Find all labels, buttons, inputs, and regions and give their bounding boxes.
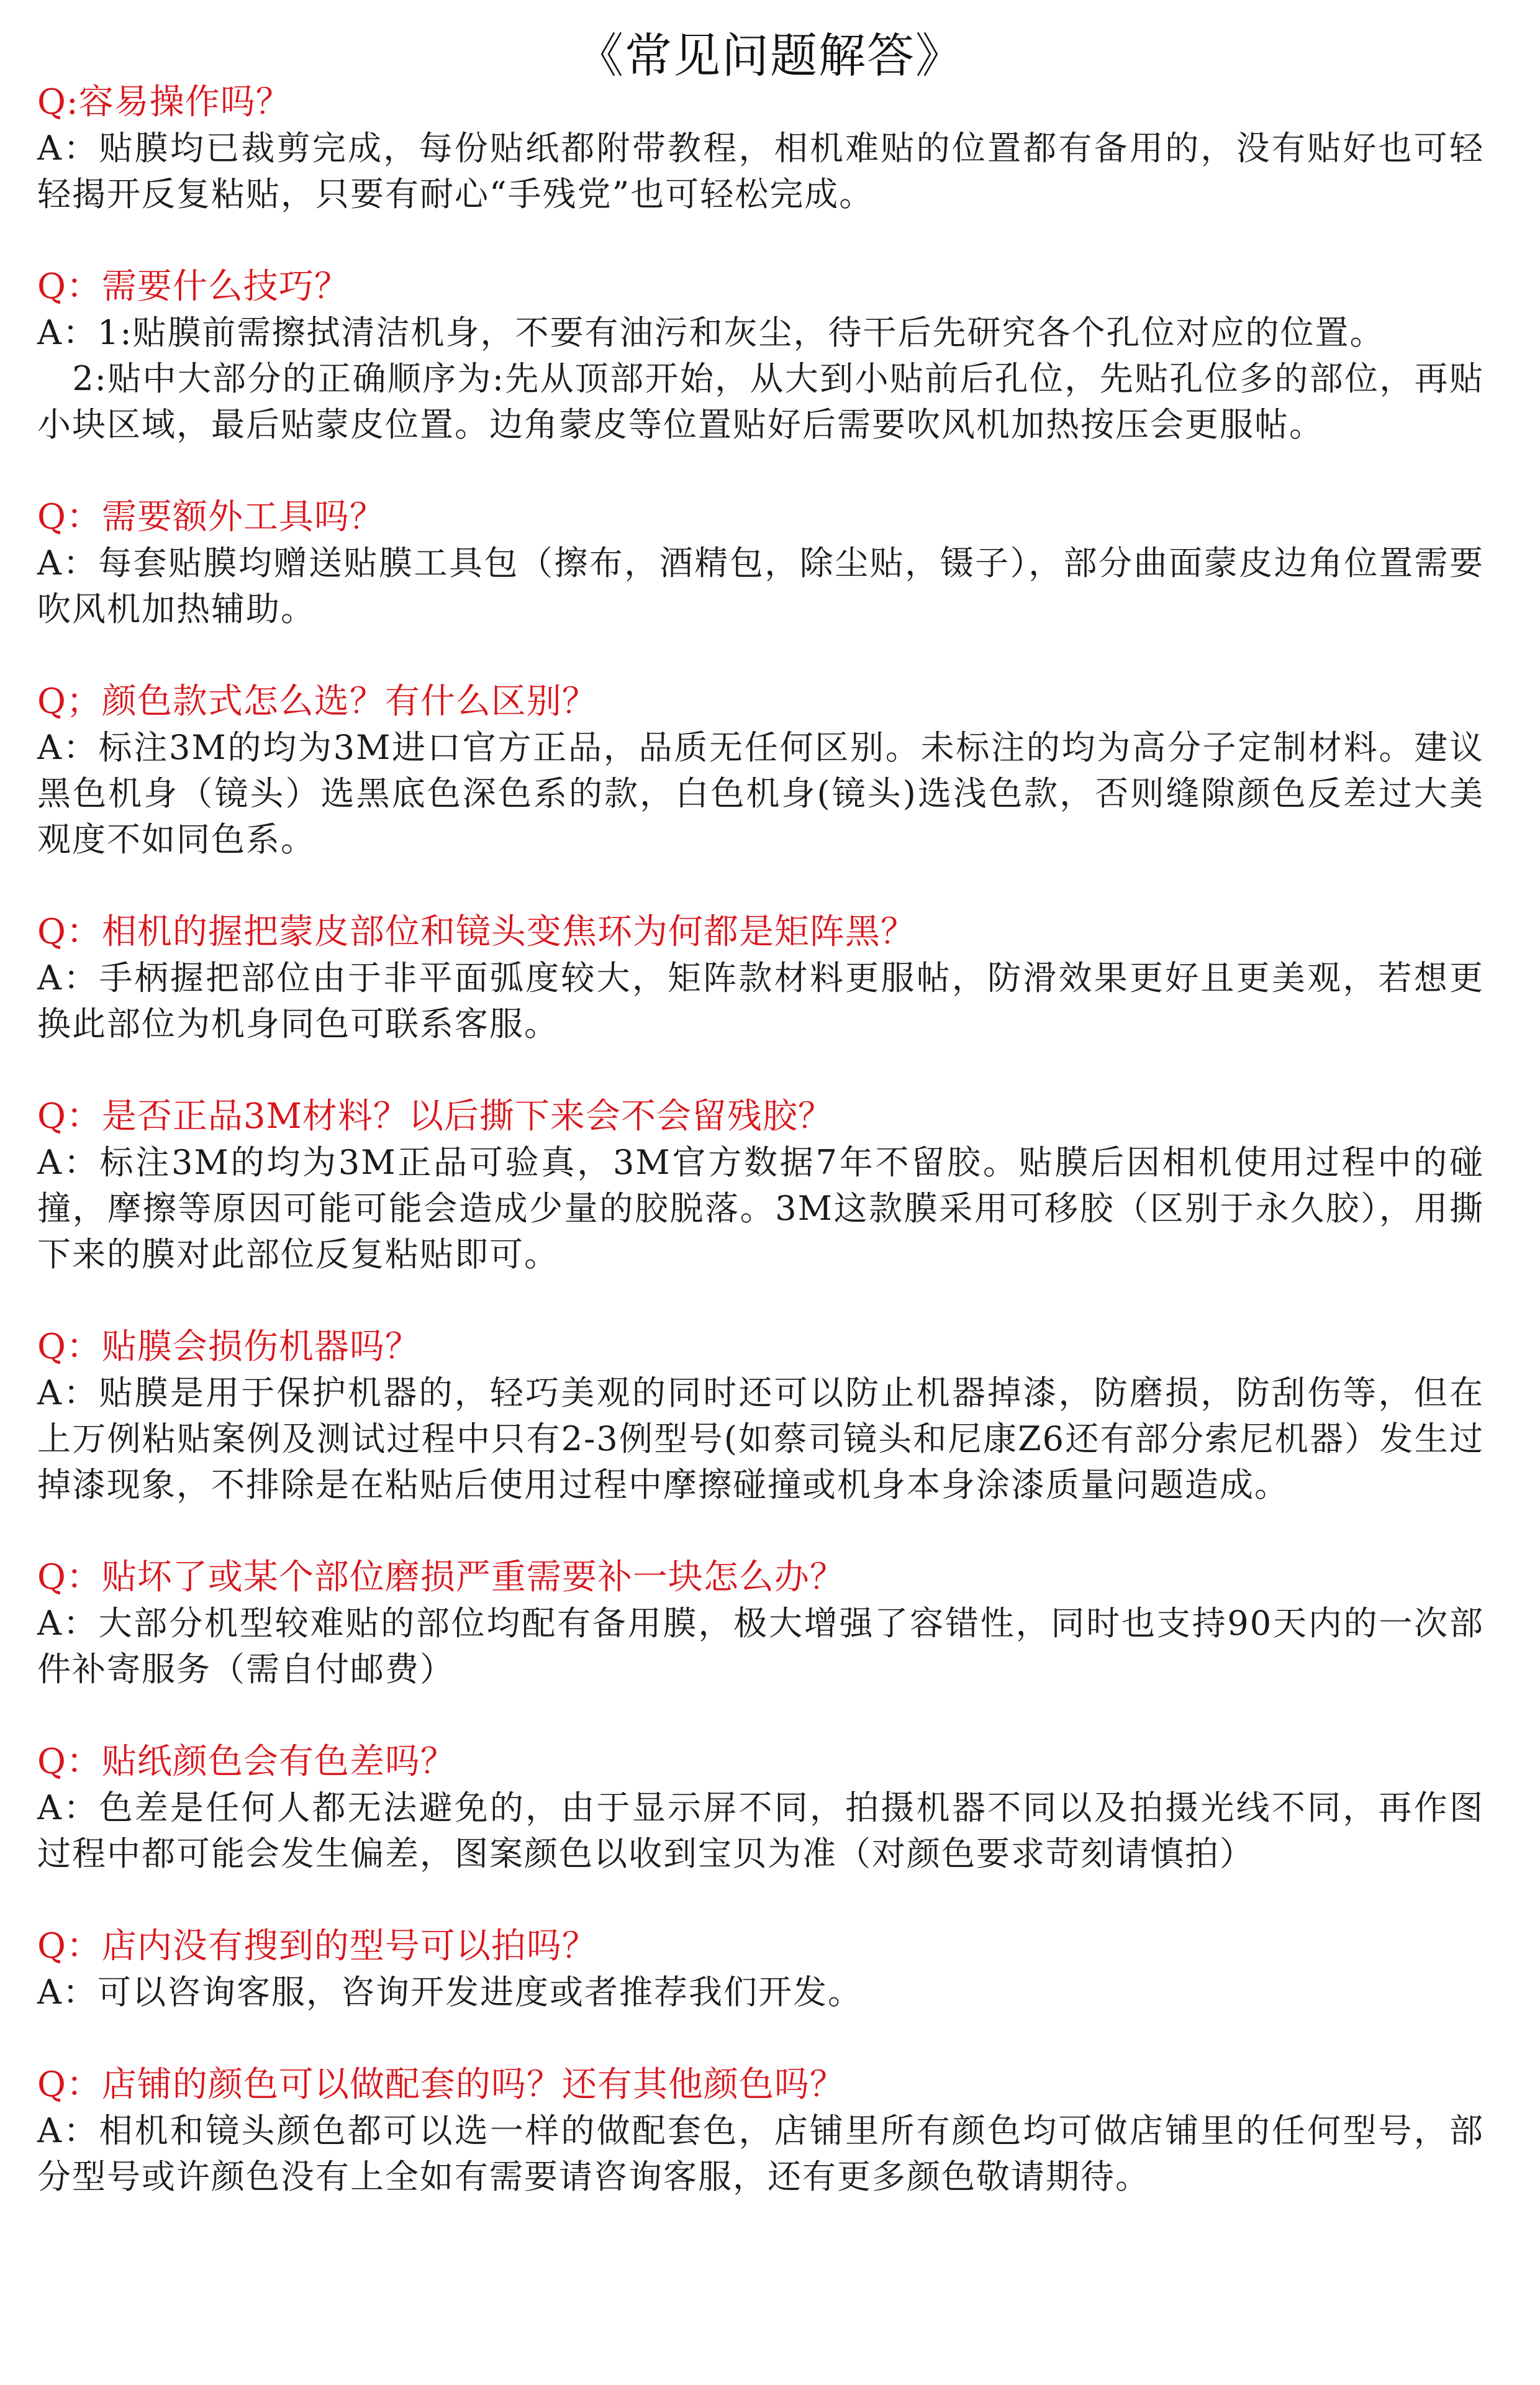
faq-answer-paragraph: A：可以咨询客服，咨询开发进度或者推荐我们开发。 [37, 1973, 863, 2012]
faq-answer [37, 1785, 1484, 1877]
faq-answer [37, 2108, 1484, 2200]
faq-answer-paragraph: A：每套贴膜均赠送贴膜工具包（擦布，酒精包，除尘贴，镊子），部分曲面蒙皮边角位置需要吹风机加热辅助。 [37, 543, 1484, 629]
faq-answer [37, 1601, 1484, 1692]
faq-answer [37, 310, 1484, 448]
faq-answer [37, 125, 1484, 217]
faq-answer-paragraph: A：标注3M的均为3M正品可验真，3M官方数据7年不留胶。贴膜后因相机使用过程中的碰撞，摩擦等原因可能可能会造成少量的胶脱落。3M这款膜采用可移胶（区别于永久胶），用撕下来的膜对此部位反复粘贴即可。 [37, 1143, 1484, 1274]
faq-question: Q；颜色款式怎么选？有什么区别？ [37, 681, 597, 722]
faq-answer-paragraph: A：1:贴膜前需擦拭清洁机身，不要有油污和灰尘，待干后先研究各个孔位对应的位置。 [37, 313, 1385, 352]
faq-question: Q：店内没有搜到的型号可以拍吗？ [37, 1926, 597, 1966]
faq-list [37, 80, 1484, 2200]
faq-question: Q：是否正品3M材料？以后撕下来会不会留残胶？ [37, 1096, 833, 1137]
faq-item [37, 1924, 1484, 2015]
faq-item [37, 679, 1484, 863]
faq-answer [37, 955, 1484, 1047]
faq-question: Q:容易操作吗？ [37, 82, 291, 122]
faq-answer-paragraph: A：相机和镜头颜色都可以选一样的做配套色，店铺里所有颜色均可做店铺里的任何型号，部分型号或许颜色没有上全如有需要请咨询客服，还有更多颜色敬请期待。 [37, 2111, 1484, 2196]
faq-item [37, 494, 1484, 632]
faq-answer-paragraph: A：手柄握把部位由于非平面弧度较大，矩阵款材料更服帖，防滑效果更好且更美观，若想更换此部位为机身同色可联系客服。 [37, 958, 1484, 1043]
faq-answer-paragraph: A：大部分机型较难贴的部位均配有备用膜，极大增强了容错性，同时也支持90天内的一次部件补寄服务（需自付邮费） [37, 1604, 1484, 1689]
faq-answer-paragraph: A：色差是任何人都无法避免的，由于显示屏不同，拍摄机器不同以及拍摄光线不同，再作图过程中都可能会发生偏差，图案颜色以收到宝贝为准（对颜色要求苛刻请慎拍） [37, 1788, 1484, 1873]
faq-question: Q：店铺的颜色可以做配套的吗？还有其他颜色吗？ [37, 2065, 845, 2105]
faq-answer [37, 1140, 1484, 1278]
faq-item [37, 1094, 1484, 1278]
faq-item [37, 2062, 1484, 2200]
faq-question: Q：贴纸颜色会有色差吗？ [37, 1742, 456, 1782]
faq-question: Q：贴膜会损伤机器吗？ [37, 1327, 420, 1367]
faq-item [37, 1739, 1484, 1877]
faq-question: Q：需要额外工具吗？ [37, 497, 385, 537]
faq-answer [37, 1969, 1484, 2015]
faq-answer-paragraph: A：贴膜均已裁剪完成，每份贴纸都附带教程，相机难贴的位置都有备用的，没有贴好也可轻轻揭开反复粘贴，只要有耐心“手残党”也可轻松完成。 [37, 129, 1484, 214]
faq-answer-paragraph: A：标注3M的均为3M进口官方正品，品质无任何区别。未标注的均为高分子定制材料。建议黑色机身（镜头）选黑底色深色系的款，白色机身(镜头)选浅色款，否则缝隙颜色反差过大美观度不如同色系。 [37, 728, 1484, 859]
page-title: 《常见问题解答》 [576, 28, 964, 83]
faq-question: Q：贴坏了或某个部位磨损严重需要补一块怎么办？ [37, 1557, 845, 1597]
faq-question: Q：需要什么技巧？ [37, 266, 350, 307]
faq-answer [37, 1370, 1484, 1508]
faq-question: Q：相机的握把蒙皮部位和镜头变焦环为何都是矩阵黑？ [37, 912, 916, 952]
faq-item [37, 909, 1484, 1047]
faq-item [37, 264, 1484, 448]
faq-answer [37, 725, 1484, 863]
faq-answer-paragraph: A：贴膜是用于保护机器的，轻巧美观的同时还可以防止机器掉漆，防磨损，防刮伤等，但在上万例粘贴案例及测试过程中只有2-3例型号(如蔡司镜头和尼康Z6还有部分索尼机器）发生过掉漆现象，不排除是在粘贴后使用过程中摩擦碰撞或机身本身涂漆质量问题造成。 [37, 1373, 1484, 1504]
faq-item [37, 1555, 1484, 1692]
faq-answer [37, 540, 1484, 632]
faq-item [37, 80, 1484, 217]
faq-answer-paragraph: 2:贴中大部分的正确顺序为:先从顶部开始，从大到小贴前后孔位，先贴孔位多的部位，再贴小块区域，最后贴蒙皮位置。边角蒙皮等位置贴好后需要吹风机加热按压会更服帖。 [37, 359, 1484, 444]
faq-item [37, 1324, 1484, 1508]
